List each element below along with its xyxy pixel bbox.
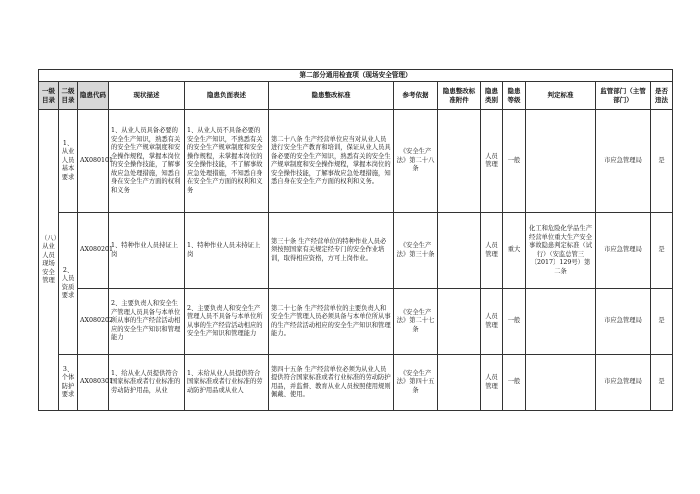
standard-attachment bbox=[438, 289, 481, 355]
is-illegal: 是 bbox=[651, 213, 673, 289]
level2-cell: 1、从业人员基本要求 bbox=[59, 110, 78, 213]
level2-cell: 2、人员资质要求 bbox=[59, 213, 78, 355]
standard-attachment bbox=[438, 355, 481, 411]
reference-basis: 《安全生产法》第三十条 bbox=[394, 213, 438, 289]
inspection-table bbox=[38, 69, 673, 411]
level2-cell: 3、个体防护要求 bbox=[59, 355, 78, 411]
table-row bbox=[39, 289, 673, 355]
hazard-category: 人员管理 bbox=[481, 355, 503, 411]
hazard-grade: 重大 bbox=[503, 213, 526, 289]
header-basis: 参考依据 bbox=[394, 82, 438, 110]
hazard-grade: 一般 bbox=[503, 289, 526, 355]
header-illegal: 是否违法 bbox=[651, 82, 673, 110]
negative-desc: 1、未给从业人员提供符合国家标准或者行业标准的劳动防护用品或从业人 bbox=[185, 355, 269, 411]
standard-attachment bbox=[438, 110, 481, 213]
hazard-category: 人员管理 bbox=[481, 110, 503, 213]
supervisor-dept: 市应急管理局 bbox=[596, 289, 651, 355]
is-illegal: 是 bbox=[651, 355, 673, 411]
header-code: 隐患代码 bbox=[78, 82, 109, 110]
header-row bbox=[39, 82, 673, 110]
is-illegal: 是 bbox=[651, 110, 673, 213]
table-row bbox=[39, 355, 673, 411]
negative-desc: 1、从业人员不具备必要的安全生产知识，不熟悉有关的安全生产规章制度和安全操作规程，未掌握本岗位的安全操作技能，不了解事故应急处理措施，不知悉自身在安全生产方面的权利和义务 bbox=[185, 110, 269, 213]
hazard-grade: 一般 bbox=[503, 110, 526, 213]
header-status: 现状描述 bbox=[109, 82, 185, 110]
header-grade: 隐患等级 bbox=[503, 82, 526, 110]
status-desc: 1、给从业人员提供符合国家标准或者行业标准的劳动防护用品，从业 bbox=[109, 355, 185, 411]
judge-criteria bbox=[526, 110, 596, 213]
reference-basis: 《安全生产法》第二十八条 bbox=[394, 110, 438, 213]
hazard-category: 人员管理 bbox=[481, 213, 503, 289]
status-desc: 2、主要负责人和安全生产管理人员具备与本单位所从事的生产经营活动相应的安全生产知识和管理能力 bbox=[109, 289, 185, 355]
hazard-code: AX080202 bbox=[78, 289, 109, 355]
judge-criteria bbox=[526, 355, 596, 411]
negative-desc: 1、特种作业人员未持证上岗 bbox=[185, 213, 269, 289]
negative-desc: 2、主要负责人和安全生产管理人员不具备与本单位所从事的生产经营活动相应的安全生产知识和管理能力 bbox=[185, 289, 269, 355]
header-level2: 二级目录 bbox=[59, 82, 78, 110]
header-standard: 隐患整改标准 bbox=[269, 82, 394, 110]
table-row bbox=[39, 110, 673, 213]
hazard-code: AX080301 bbox=[78, 355, 109, 411]
reference-basis: 《安全生产法》第四十五条 bbox=[394, 355, 438, 411]
table-title: 第二部分通用检查项（现场安全管理） bbox=[39, 70, 673, 82]
judge-criteria bbox=[526, 289, 596, 355]
hazard-grade: 一般 bbox=[503, 355, 526, 411]
rectify-standard: 第三十条 生产经营单位的特种作业人员必须按照国家有关规定经专门的安全作业培训，取得相应资格，方可上岗作业。 bbox=[269, 213, 394, 289]
hazard-code: AX080201 bbox=[78, 213, 109, 289]
header-category: 隐患类别 bbox=[481, 82, 503, 110]
is-illegal: 是 bbox=[651, 289, 673, 355]
level1-label: （八）从业人员现场安全管理 bbox=[41, 234, 60, 284]
supervisor-dept: 市应急管理局 bbox=[596, 213, 651, 289]
rectify-standard: 第二十八条 生产经营单位应当对从业人员进行安全生产教育和培训，保证从业人员具备必要的安全生产知识，熟悉有关的安全生产规章制度和安全操作规程，掌握本岗位的安全操作技能，了解事故应急处理措施，知悉自身在安全生产方面的权利和义务。 bbox=[269, 110, 394, 213]
level1-cell bbox=[39, 110, 59, 411]
standard-attachment bbox=[438, 213, 481, 289]
header-attachment: 隐患整改标准附件 bbox=[438, 82, 481, 110]
rectify-standard: 第二十七条 生产经营单位的主要负责人和安全生产管理人员必须具备与本单位所从事的生产经营活动相应的安全生产知识和管理能力。 bbox=[269, 289, 394, 355]
supervisor-dept: 市应急管理局 bbox=[596, 355, 651, 411]
status-desc: 1、特种作业人员持证上岗 bbox=[109, 213, 185, 289]
judge-criteria: 化工和危险化学品生产经营单位重大生产安全事故隐患判定标准（试行）（安监总管三〔2017〕129号）第二条 bbox=[526, 213, 596, 289]
table-row bbox=[39, 213, 673, 289]
status-desc: 1、从业人员具备必要的安全生产知识，熟悉有关的安全生产规章制度和安全操作规程，掌握本岗位的安全操作技能，了解事故应急处理措施，知悉自身在安全生产方面的权利和义务 bbox=[109, 110, 185, 213]
header-negative: 隐患负面表述 bbox=[185, 82, 269, 110]
header-criteria: 判定标准 bbox=[526, 82, 596, 110]
hazard-category: 人员管理 bbox=[481, 289, 503, 355]
rectify-standard: 第四十五条 生产经营单位必须为从业人员提供符合国家标准或者行业标准的劳动防护用品，并监督、教育从业人员按照使用规则佩戴、使用。 bbox=[269, 355, 394, 411]
supervisor-dept: 市应急管理局 bbox=[596, 110, 651, 213]
hazard-code: AX080101 bbox=[78, 110, 109, 213]
header-level1: 一级目录 bbox=[39, 82, 59, 110]
header-dept: 监管部门（主管部门） bbox=[596, 82, 651, 110]
reference-basis: 《安全生产法》第二十七条 bbox=[394, 289, 438, 355]
